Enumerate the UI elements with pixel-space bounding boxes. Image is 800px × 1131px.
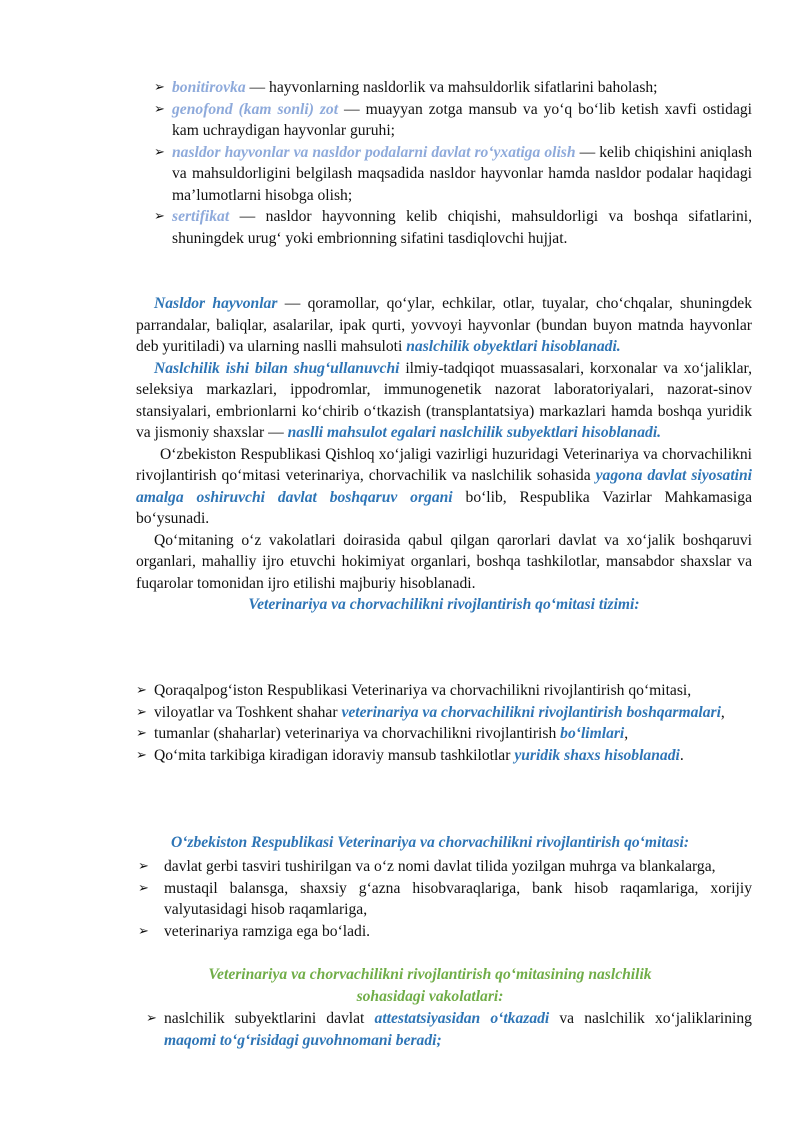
list-item — [136, 745, 752, 767]
emphasis-text: naslli mahsulot egalari naslchilik subyektlari hisoblanadi. — [287, 424, 662, 441]
arrow-bullet-icon: ➢ — [136, 683, 147, 698]
heading-line: Veterinariya va chorvachilikni rivojlantirish qo‘mitasining naslchilik — [208, 966, 652, 983]
paragraph — [136, 358, 752, 444]
paragraph-text: — qoramollar, qo‘ylar, echkilar, otlar, tuyalar, cho‘chqalar, shuningdek parrandalar, baliqlar, asalarilar, ipak qurti, yovvoyi hayvonlar (bundan buyon matnda hayvonlar deb yuritiladi) va ularning naslli mahsuloti — [136, 295, 753, 355]
item-text: naslchilik subyektlarini davlat — [164, 1010, 375, 1027]
item-text: Qo‘mita tarkibiga kiradigan idoraviy mansub tashkilotlar — [154, 746, 515, 764]
lead-term: Nasldor hayvonlar — [154, 295, 278, 312]
arrow-bullet-icon: ➢ — [146, 1011, 157, 1026]
paragraph-text: O‘zbekiston Respublikasi Qishloq xo‘jaligi vazirligi huzuridagi Veterinariya va chorvachilikni rivojlantirish qo‘mitasi veterinariya, chorvachilik va naslchilik sohasida — [136, 445, 752, 484]
definition-text: — kelib chiqishini aniqlash va mahsuldorligini belgilash maqsadida nasldor hayvonlar hamda nasldor podalar haqidagi ma’lumotlarni hisobga olish; — [172, 143, 753, 204]
list-item — [136, 723, 752, 745]
paragraph-text: bo‘lib, Respublika Vazirlar Mahkamasiga bo‘ysunadi. — [136, 488, 752, 527]
list-item — [154, 99, 752, 142]
list-item — [138, 856, 752, 878]
paragraph-text: Qo‘mitaning o‘z vakolatlari doirasida qabul qilgan qarorlari davlat va xo‘jalik boshqaruvi organlari, mahalliy ijro etuvchi hokimiyat organlari, boshqa tashkilotlar, mansabdor shaxslar va fuqarolar tomonidan ijro etilishi majburiy hisoblanadi. — [136, 531, 752, 592]
list-item — [136, 702, 752, 724]
definition-list — [154, 77, 752, 249]
paragraph — [136, 530, 752, 595]
arrow-bullet-icon: ➢ — [154, 144, 165, 160]
list-item — [136, 680, 752, 702]
emphasis-text: maqomi to‘g‘risidagi guvohnomani beradi; — [164, 1031, 442, 1049]
lead-term: Naslchilik ishi bilan shug‘ullanuvchi — [154, 359, 400, 377]
definition-text: — nasldor hayvonning kelib chiqishi, mahsuldorligi va boshqa sifatlarini, shuningdek urug‘ yoki embrionning sifatini tasdiqlovchi hujjat. — [172, 208, 752, 247]
paragraph-text: ilmiy-tadqiqot muassasalari, korxonalar va xo‘jaliklar, seleksiya markazlari, ippodromlar, immunogenetik nazorat laboratoriyalari, nazorat-sinov stansiyalari, embrionlarni ko‘chirib o‘tkazish (transplantatsiya) markazlari hamda boshqa yuridik va jismoniy shaxslar — — [136, 359, 752, 441]
arrow-bullet-icon: ➢ — [138, 859, 149, 874]
committee-list — [138, 856, 752, 942]
term: nasldor hayvonlar va nasldor podalarni davlat ro‘yxatiga olish — [172, 143, 576, 161]
item-text: viloyatlar va Toshkent shahar — [154, 703, 342, 721]
list-item — [138, 878, 752, 921]
arrow-bullet-icon: ➢ — [136, 747, 147, 763]
list-item — [146, 1008, 752, 1051]
list-item — [154, 206, 752, 249]
emphasis-text: attestatsiyasidan o‘tkazadi — [374, 1010, 550, 1027]
emphasis-text: naslchilik obyektlari hisoblanadi. — [406, 338, 621, 355]
definition-text: — hayvonlarning nasldorlik va mahsuldorlik sifatlarini baholash; — [245, 79, 658, 96]
arrow-bullet-icon: ➢ — [154, 101, 165, 117]
list-item — [138, 921, 752, 943]
term: genofond (kam sonli) zot — [172, 100, 339, 118]
list-item — [154, 142, 752, 207]
arrow-bullet-icon: ➢ — [138, 880, 149, 896]
arrow-bullet-icon: ➢ — [136, 704, 147, 720]
paragraph — [136, 293, 752, 358]
item-text: , — [720, 703, 725, 721]
emphasis-text: veterinariya va chorvachilikni rivojlantirish boshqarmalari — [341, 703, 721, 721]
definition-text: — muayyan zotga mansub va yo‘q bo‘lib ketish xavfi ostidagi kam uchraydigan hayvonlar guruhi; — [172, 100, 752, 139]
section-heading: O‘zbekiston Respublikasi Veterinariya va chorvachilikni rivojlantirish qo‘mitasi: — [170, 834, 690, 851]
system-list — [136, 680, 752, 766]
term: bonitirovka — [172, 79, 246, 96]
powers-list — [146, 1008, 752, 1051]
item-text: , — [624, 725, 629, 742]
item-text: Qoraqalpog‘iston Respublikasi Veterinariya va chorvachilikni rivojlantirish qo‘mitasi, — [154, 682, 692, 699]
section-heading — [100, 964, 760, 1007]
body-text — [136, 293, 752, 616]
arrow-bullet-icon: ➢ — [154, 209, 165, 224]
section-heading: Veterinariya va chorvachilikni rivojlantirish qo‘mitasi tizimi: — [248, 596, 640, 613]
emphasis-text: bo‘limlari — [560, 725, 625, 742]
arrow-bullet-icon: ➢ — [136, 726, 147, 741]
emphasis-text: yuridik shaxs hisoblanadi — [514, 746, 680, 764]
arrow-bullet-icon: ➢ — [138, 923, 149, 939]
item-text: veterinariya ramziga ega bo‘ladi. — [164, 922, 371, 940]
list-item — [154, 77, 752, 99]
paragraph — [136, 444, 752, 530]
emphasis-text: yagona davlat siyosatini amalga oshiruvchi davlat boshqaruv organi — [136, 467, 752, 506]
arrow-bullet-icon: ➢ — [154, 80, 165, 95]
item-text: va naslchilik xo‘jaliklarining — [549, 1010, 752, 1027]
term: sertifikat — [172, 208, 230, 225]
item-text: mustaqil balansga, shaxsiy g‘azna hisobvaraqlariga, bank hisob raqamlariga, xorijiy valyutasidagi hisob raqamlariga, — [164, 879, 752, 918]
item-text: davlat gerbi tasviri tushirilgan va o‘z nomi davlat tilida yozilgan muhrga va blankalarga, — [164, 858, 716, 875]
item-text: tumanlar (shaharlar) veterinariya va chorvachilikni rivojlantirish — [154, 725, 561, 742]
item-text: . — [679, 746, 684, 764]
heading-line: sohasidagi vakolatlari: — [356, 987, 504, 1005]
